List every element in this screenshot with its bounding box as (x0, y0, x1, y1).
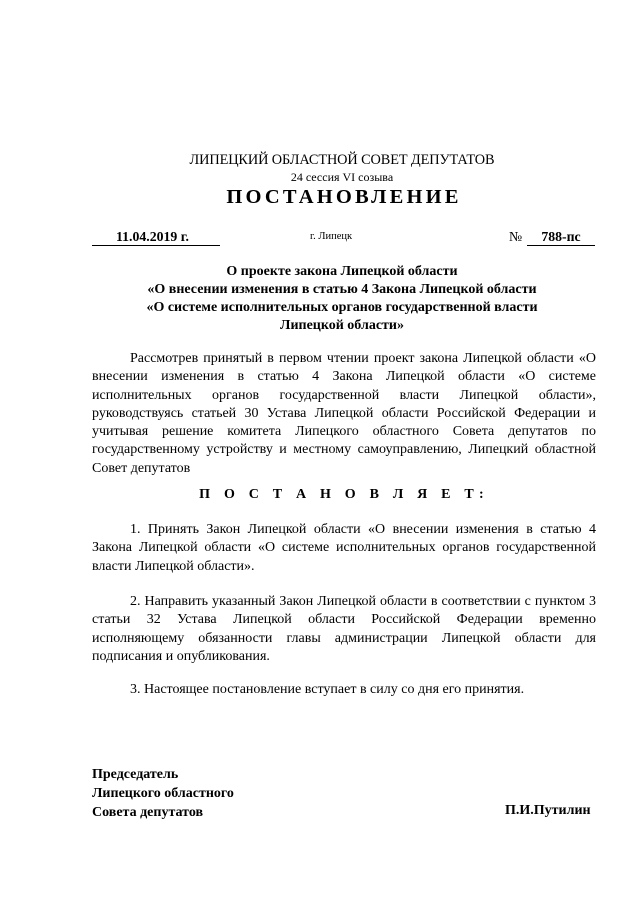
document-number: 788-пс (527, 228, 595, 246)
subject-line: О проекте закона Липецкой области (226, 264, 458, 279)
resolution-item-1: 1. Принять Закон Липецкой области «О внесении изменения в статью 4 Закона Липецкой области «О системе исполнительных органов государственной власти Липецкой области». (92, 522, 596, 574)
document-number-label: № (509, 229, 523, 244)
resolution-item-3: 3. Настоящее постановление вступает в силу со дня его принятия. (130, 682, 525, 697)
organization-name: ЛИПЕЦКИЙ ОБЛАСТНОЙ СОВЕТ ДЕПУТАТОВ (189, 152, 495, 168)
subject-line: «О системе исполнительных органов государственной власти (146, 300, 538, 315)
subject-line: «О внесении изменения в статью 4 Закона Липецкой области (147, 282, 537, 297)
resolution-item-2: 2. Направить указанный Закон Липецкой области в соответствии с пунктом 3 статьи 32 Устава Липецкой области Российской Федерации временно исполняющему обязанности главы администрации Липецкой области для подписания и опубликования. (92, 594, 596, 664)
document-subject (0, 263, 640, 335)
intro-paragraph: Рассмотрев принятый в первом чтении проект закона Липецкой области «О внесении изменения в статью 4 Закона Липецкой области «О системе исполнительных органов государственной власти Липецкой области», руководствуясь статьей 30 Устава Липецкой области Российской Федерации и учитывая решение комитета Липецкого областного Совета депутатов по государственному устройству и местному самоуправлению, Липецкий областной Совет депутатов (92, 351, 596, 476)
subject-line: Липецкой области» (280, 318, 404, 333)
document-city: г. Липецк (310, 231, 353, 242)
signatory-title (92, 765, 234, 822)
document-date: 11.04.2019 г. (92, 228, 220, 246)
signatory-name: П.И.Путилин (505, 803, 591, 818)
document-type-title: ПОСТАНОВЛЕНИЕ (226, 186, 462, 208)
signatory-title-line: Председатель (92, 767, 179, 782)
signatory-title-line: Совета депутатов (92, 805, 204, 820)
session-info: 24 сессия VI созыва (290, 170, 394, 184)
resolves-heading: П О С Т А Н О В Л Я Е Т: (199, 487, 489, 502)
signatory-title-line: Липецкого областного (92, 786, 234, 801)
document-meta-row (0, 228, 640, 248)
